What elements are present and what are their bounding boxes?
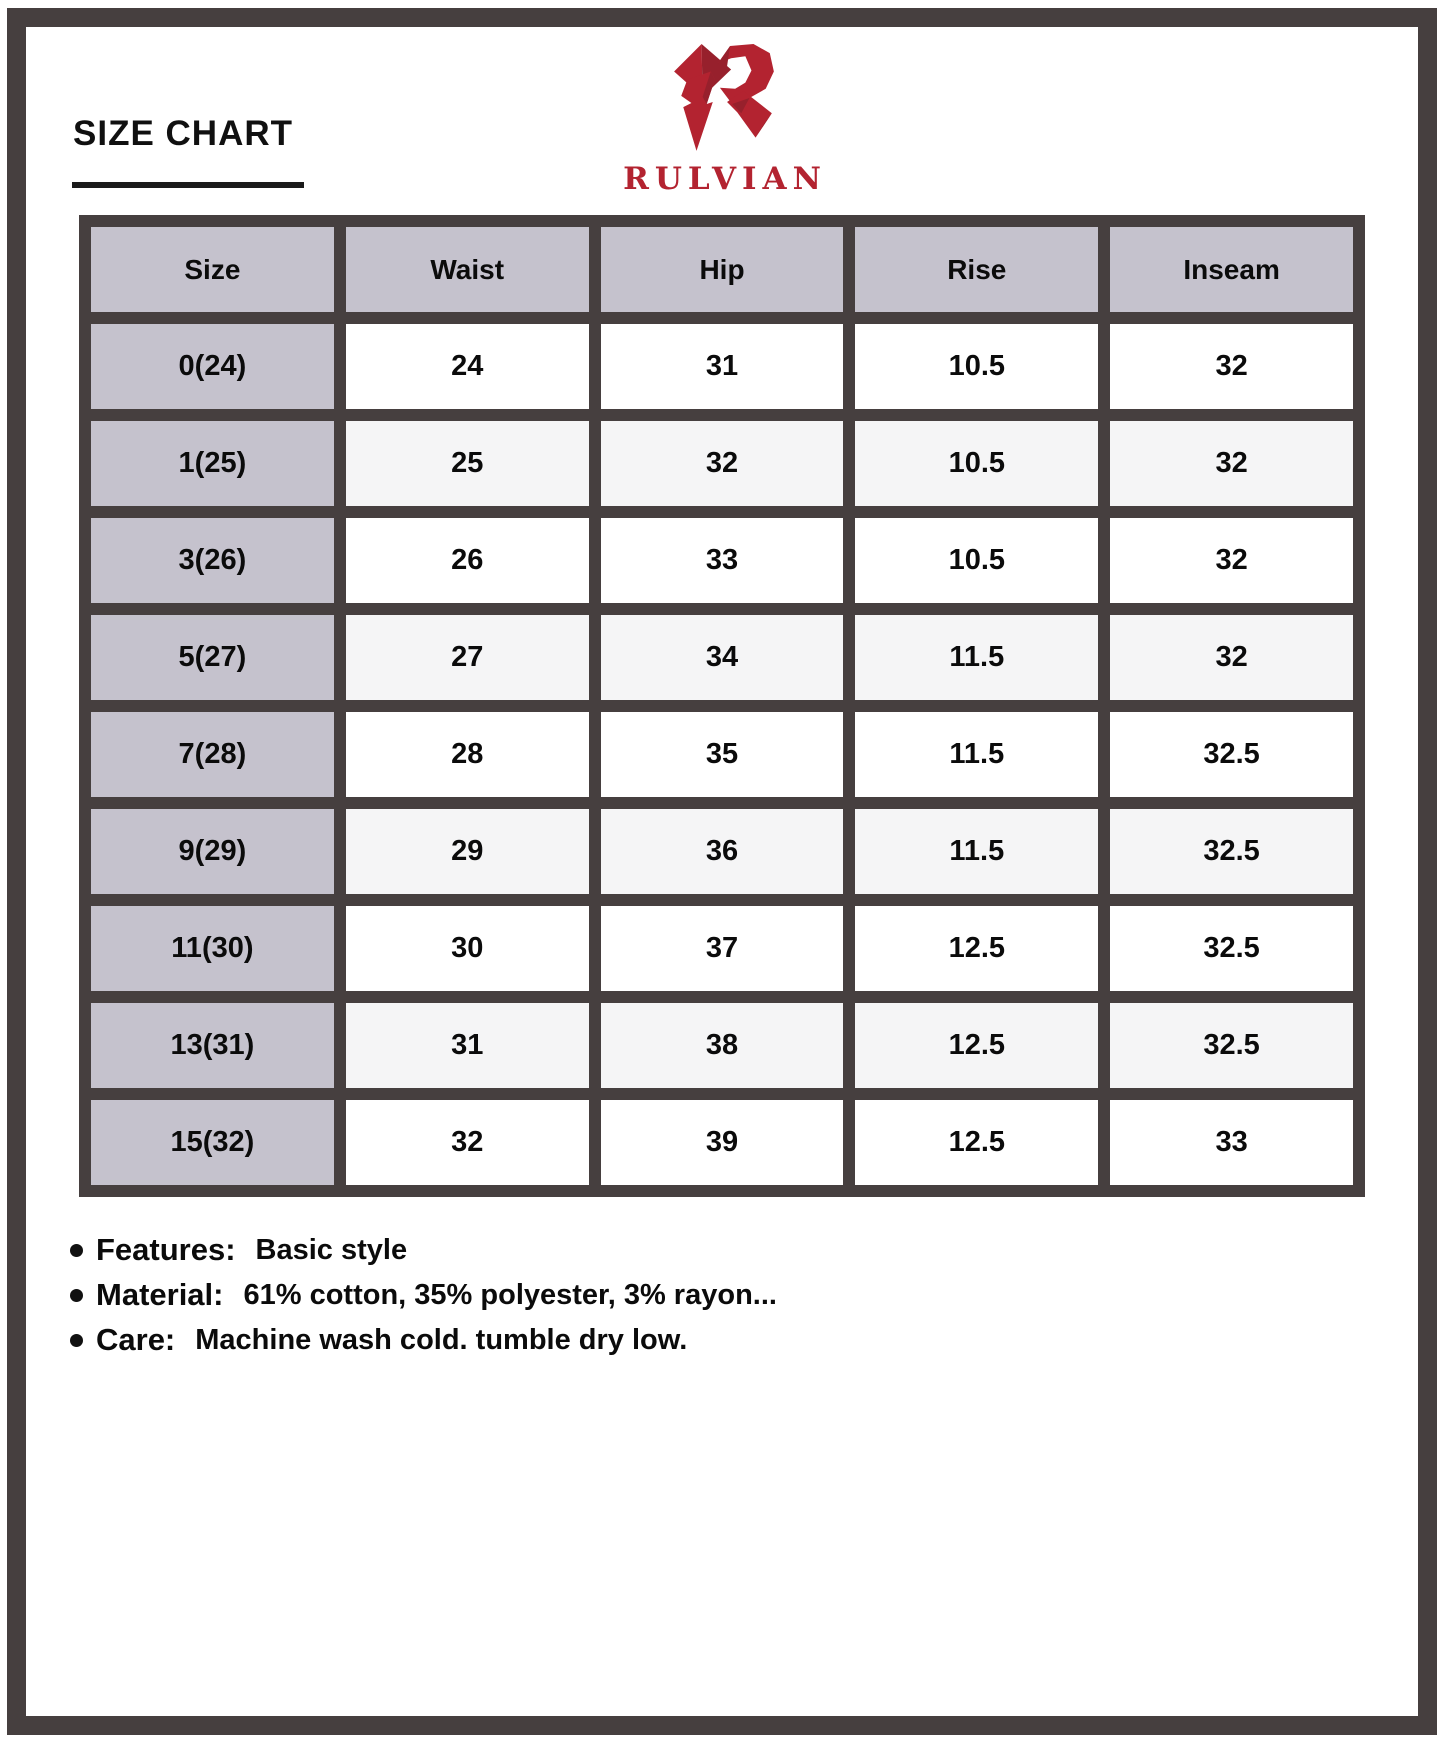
row-header-size: 3(26) (91, 518, 334, 603)
cell-rise: 11.5 (855, 809, 1098, 894)
cell-hip: 38 (601, 1003, 844, 1088)
row-header-size: 9(29) (91, 809, 334, 894)
cell-inseam: 32.5 (1110, 712, 1353, 797)
product-details-list (70, 1232, 777, 1367)
cell-hip: 33 (601, 518, 844, 603)
table-row (91, 1100, 1353, 1185)
cell-waist: 27 (346, 615, 589, 700)
table-row (91, 712, 1353, 797)
cell-inseam: 32 (1110, 324, 1353, 409)
column-header-rise: Rise (855, 227, 1098, 312)
detail-value: Machine wash cold. tumble dry low. (195, 1323, 688, 1356)
cell-rise: 10.5 (855, 518, 1098, 603)
bullet-icon (70, 1334, 83, 1347)
table-row (91, 906, 1353, 991)
brand-logo (560, 44, 890, 197)
size-chart-table (79, 215, 1365, 1197)
row-header-size: 15(32) (91, 1100, 334, 1185)
table-row (91, 615, 1353, 700)
row-header-size: 5(27) (91, 615, 334, 700)
cell-inseam: 32 (1110, 518, 1353, 603)
row-header-size: 7(28) (91, 712, 334, 797)
cell-rise: 12.5 (855, 1003, 1098, 1088)
cell-waist: 32 (346, 1100, 589, 1185)
cell-waist: 28 (346, 712, 589, 797)
title-underline (72, 182, 304, 188)
table-row (91, 518, 1353, 603)
row-header-size: 0(24) (91, 324, 334, 409)
cell-rise: 12.5 (855, 906, 1098, 991)
detail-label: Features: (96, 1232, 236, 1267)
bullet-icon (70, 1289, 83, 1302)
cell-inseam: 32.5 (1110, 906, 1353, 991)
bullet-icon (70, 1244, 83, 1257)
table-body (91, 324, 1353, 1185)
cell-waist: 31 (346, 1003, 589, 1088)
brand-logo-r-icon (674, 44, 776, 158)
detail-label: Care: (96, 1322, 176, 1357)
cell-hip: 34 (601, 615, 844, 700)
brand-name: RULVIAN (623, 161, 827, 197)
cell-rise: 11.5 (855, 615, 1098, 700)
column-header-hip: Hip (601, 227, 844, 312)
table-header (91, 227, 1353, 312)
cell-rise: 10.5 (855, 324, 1098, 409)
row-header-size: 1(25) (91, 421, 334, 506)
detail-item (70, 1322, 777, 1358)
cell-waist: 24 (346, 324, 589, 409)
table-row (91, 1003, 1353, 1088)
table-row (91, 809, 1353, 894)
cell-inseam: 33 (1110, 1100, 1353, 1185)
column-header-size: Size (91, 227, 334, 312)
cell-waist: 30 (346, 906, 589, 991)
cell-hip: 32 (601, 421, 844, 506)
cell-inseam: 32 (1110, 421, 1353, 506)
row-header-size: 13(31) (91, 1003, 334, 1088)
detail-item (70, 1232, 777, 1268)
cell-hip: 39 (601, 1100, 844, 1185)
cell-waist: 29 (346, 809, 589, 894)
column-header-waist: Waist (346, 227, 589, 312)
table-row (91, 324, 1353, 409)
table-row (91, 421, 1353, 506)
detail-value: Basic style (255, 1233, 408, 1266)
cell-hip: 31 (601, 324, 844, 409)
cell-rise: 10.5 (855, 421, 1098, 506)
column-header-inseam: Inseam (1110, 227, 1353, 312)
cell-waist: 25 (346, 421, 589, 506)
page-title: SIZE CHART (73, 114, 293, 153)
cell-inseam: 32.5 (1110, 1003, 1353, 1088)
table-header-row (91, 227, 1353, 312)
cell-rise: 12.5 (855, 1100, 1098, 1185)
cell-rise: 11.5 (855, 712, 1098, 797)
cell-inseam: 32 (1110, 615, 1353, 700)
cell-hip: 37 (601, 906, 844, 991)
cell-hip: 36 (601, 809, 844, 894)
cell-waist: 26 (346, 518, 589, 603)
row-header-size: 11(30) (91, 906, 334, 991)
detail-value: 61% cotton, 35% polyester, 3% rayon... (243, 1278, 777, 1311)
detail-label: Material: (96, 1277, 224, 1312)
cell-hip: 35 (601, 712, 844, 797)
detail-item (70, 1277, 777, 1313)
cell-inseam: 32.5 (1110, 809, 1353, 894)
